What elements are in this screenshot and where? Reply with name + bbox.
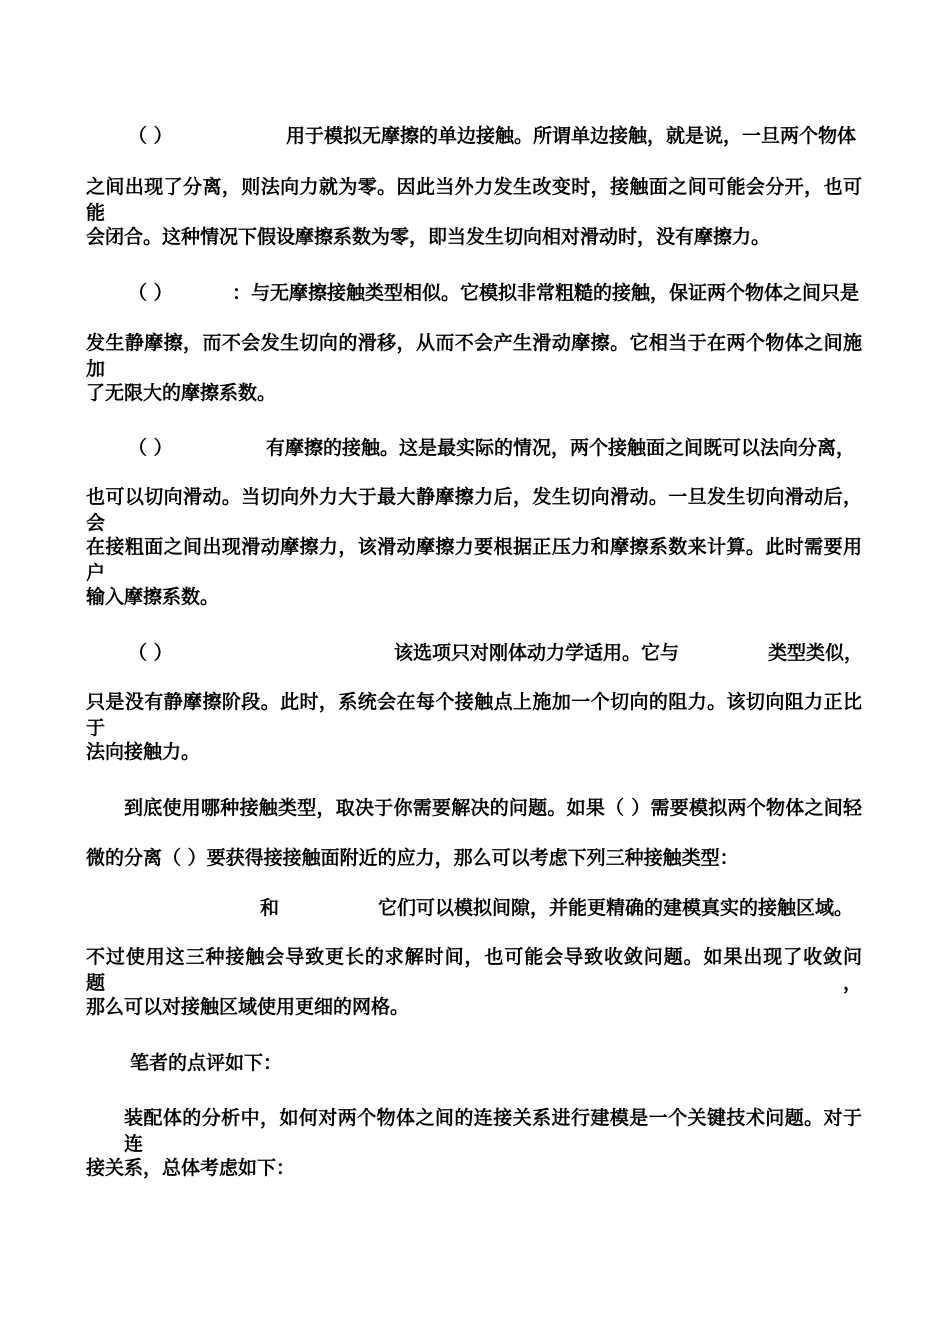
paragraph-5-text: 和 <box>260 897 280 919</box>
paragraph-2-text: 发生静摩擦，而不会发生切向的滑移，从而不会产生滑动摩擦。它相当于在两个物体之间施加 <box>86 332 862 380</box>
paragraph-1-paren: （ ） <box>128 125 173 147</box>
paragraph-7-text: 接关系，总体考虑如下： <box>86 1157 296 1179</box>
paragraph-2-text: 了无限大的摩擦系数。 <box>86 382 277 404</box>
paragraph-4-text: 只是没有静摩擦阶段。此时，系统会在每个接触点上施加一个切向的阻力。该切向阻力正比于 <box>86 691 862 739</box>
paragraph-5-text: 到底使用哪种接触类型，取决于你需要解决的问题。如果（ ）需要模拟两个物体之间轻 <box>124 797 862 819</box>
paragraph-3-text: 在接粗面之间出现滑动摩擦力，该滑动摩擦力要根据正压力和摩擦系数来计算。此时需要用户 <box>86 536 862 584</box>
paragraph-1-text: 之间出现了分离，则法向力就为零。因此当外力发生改变时，接触面之间可能会分开，也可能 <box>86 176 862 224</box>
paragraph-3-text: 也可以切向滑动。当切向外力大于最大静摩擦力后，发生切向滑动。一旦发生切向滑动后，会 <box>86 486 862 534</box>
paragraph-7-text: 装配体的分析中，如何对两个物体之间的连接关系进行建模是一个关键技术问题。对于连 <box>124 1107 862 1155</box>
paragraph-4-paren: （ ） <box>128 642 173 664</box>
paragraph-4-text: 该选项只对刚体动力学适用。它与 <box>394 642 680 664</box>
paragraph-4-text: 法向接触力。 <box>86 741 201 763</box>
paragraph-3-paren: （ ） <box>128 437 173 459</box>
paragraph-6-text: 笔者的点评如下： <box>130 1052 283 1074</box>
paragraph-5-text: 微的分离（ ）要获得接接触面附近的应力，那么可以考虑下列三种接触类型： <box>86 847 739 869</box>
paragraph-5-text: 不过使用这三种接触会导致更长的求解时间，也可能会导致收敛问题。如果出现了收敛问题， <box>86 946 862 994</box>
paragraph-1-text: 用于模拟无摩擦的单边接触。所谓单边接触，就是说，一旦两个物体 <box>286 125 857 147</box>
paragraph-3-text: 输入摩擦系数。 <box>86 586 220 608</box>
paragraph-4-text: 类型类似， <box>768 642 864 664</box>
paragraph-5-text: 那么可以对接触区域使用更细的网格。 <box>86 996 410 1018</box>
paragraph-2-text: ：与无摩擦接触类型相似。它模拟非常粗糙的接触，保证两个物体之间只是 <box>232 282 860 304</box>
paragraph-2-paren: （ ） <box>128 282 173 304</box>
paragraph-3-text: 有摩擦的接触。这是最实际的情况，两个接触面之间既可以法向分离， <box>266 437 856 459</box>
paragraph-1-text: 会闭合。这种情况下假设摩擦系数为零，即当发生切向相对滑动时，没有摩擦力。 <box>86 226 771 248</box>
paragraph-5-text: 它们可以模拟间隙，并能更精确的建模真实的接触区域。 <box>378 897 854 919</box>
